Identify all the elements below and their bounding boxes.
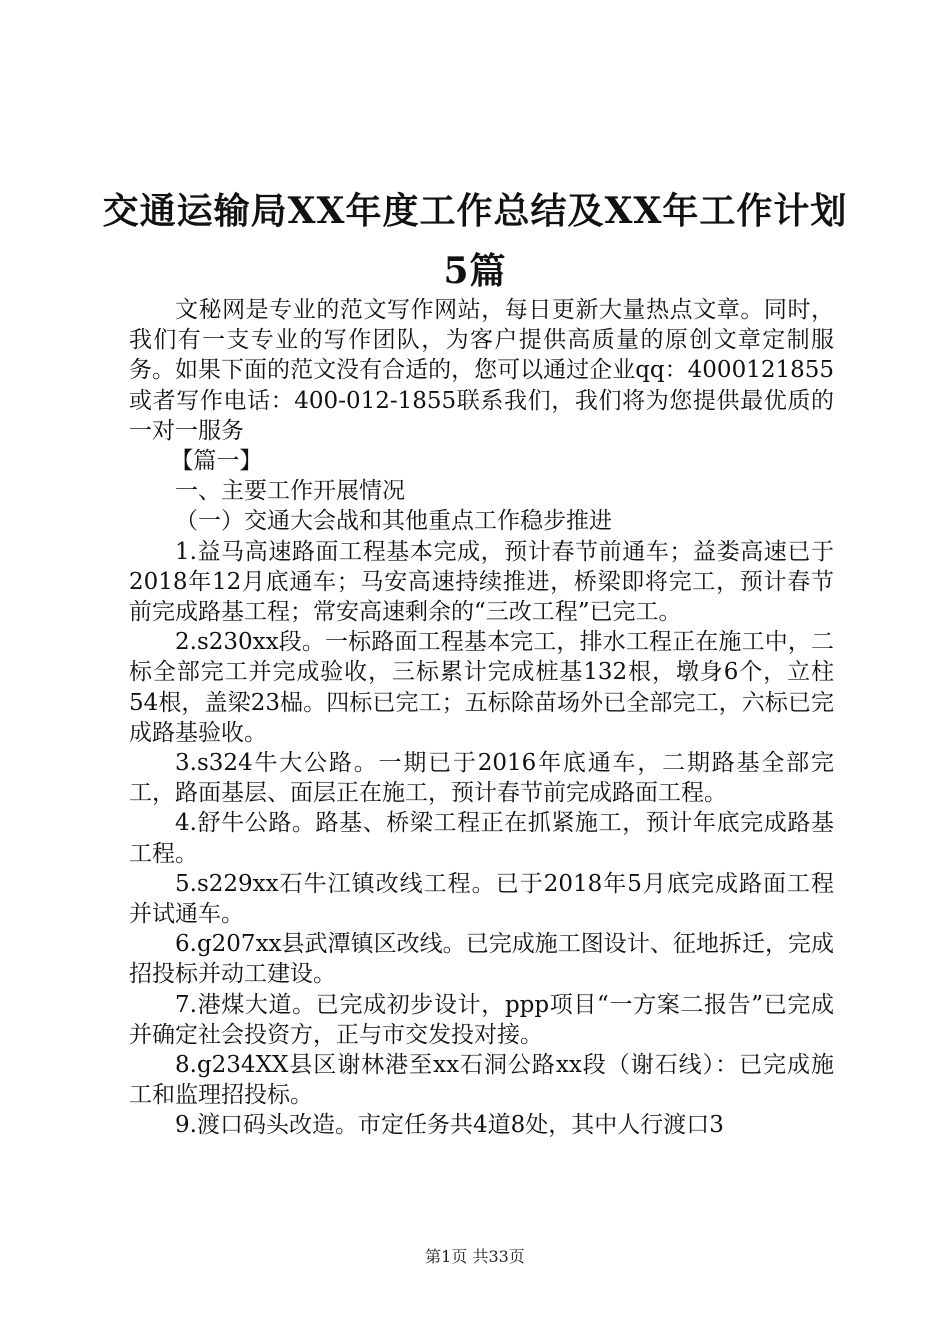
document-title-line-2: 5篇 bbox=[443, 250, 507, 292]
document-body bbox=[129, 295, 834, 1141]
list-item: 8.g234XX县区谢林港至xx石洞公路xx段（谢石线）：已完成施工和监理招投标。 bbox=[129, 1052, 834, 1109]
list-item: 9.渡口码头改造。市定任务共4道8处，其中人行渡口3 bbox=[175, 1112, 724, 1139]
section-tag: 【篇一】 bbox=[170, 448, 263, 475]
document-title-line-1: 交通运输局XX年度工作总结及XX年工作计划 bbox=[102, 190, 848, 232]
heading-level-1: 一、主要工作开展情况 bbox=[175, 478, 405, 505]
intro-paragraph: 文秘网是专业的范文写作网站，每日更新大量热点文章。同时，我们有一支专业的写作团队，为客户提供高质量的原创文章定制服务。如果下面的范文没有合适的，您可以通过企业qq：4000121855或者写作电话：400-012-1855联系我们，我们将为您提供最优质的一对一服务 bbox=[129, 297, 834, 444]
heading-level-2: （一）交通大会战和其他重点工作稳步推进 bbox=[175, 508, 612, 535]
list-item: 3.s324牛大公路。一期已于2016年底通车，二期路基全部完工，路面基层、面层正在施工，预计春节前完成路面工程。 bbox=[129, 750, 834, 807]
list-item: 1.益马高速路面工程基本完成，预计春节前通车；益娄高速已于2018年12月底通车；马安高速持续推进，桥梁即将完工，预计春节前完成路基工程；常安高速剩余的“三改工程”已完工。 bbox=[129, 538, 834, 626]
list-item: 2.s230xx段。一标路面工程基本完工，排水工程正在施工中，二标全部完工并完成验收，三标累计完成桩基132根，墩身6个，立柱54根，盖梁23榀。四标已完工；五标除苗场外已全部完工，六标已完成路基验收。 bbox=[129, 629, 834, 746]
list-item: 6.g207xx县武潭镇区改线。已完成施工图设计、征地拆迁，完成招投标并动工建设。 bbox=[129, 931, 834, 988]
list-item: 5.s229xx石牛江镇改线工程。已于2018年5月底完成路面工程并试通车。 bbox=[129, 870, 834, 928]
list-item: 4.舒牛公路。路基、桥梁工程正在抓紧施工，预计年底完成路基工程。 bbox=[129, 810, 834, 867]
page-number-footer: 第1页 共33页 bbox=[425, 1247, 525, 1266]
list-item: 7.港煤大道。已完成初步设计，ppp项目“一方案二报告”已完成并确定社会投资方，正与市交发投对接。 bbox=[129, 991, 834, 1048]
